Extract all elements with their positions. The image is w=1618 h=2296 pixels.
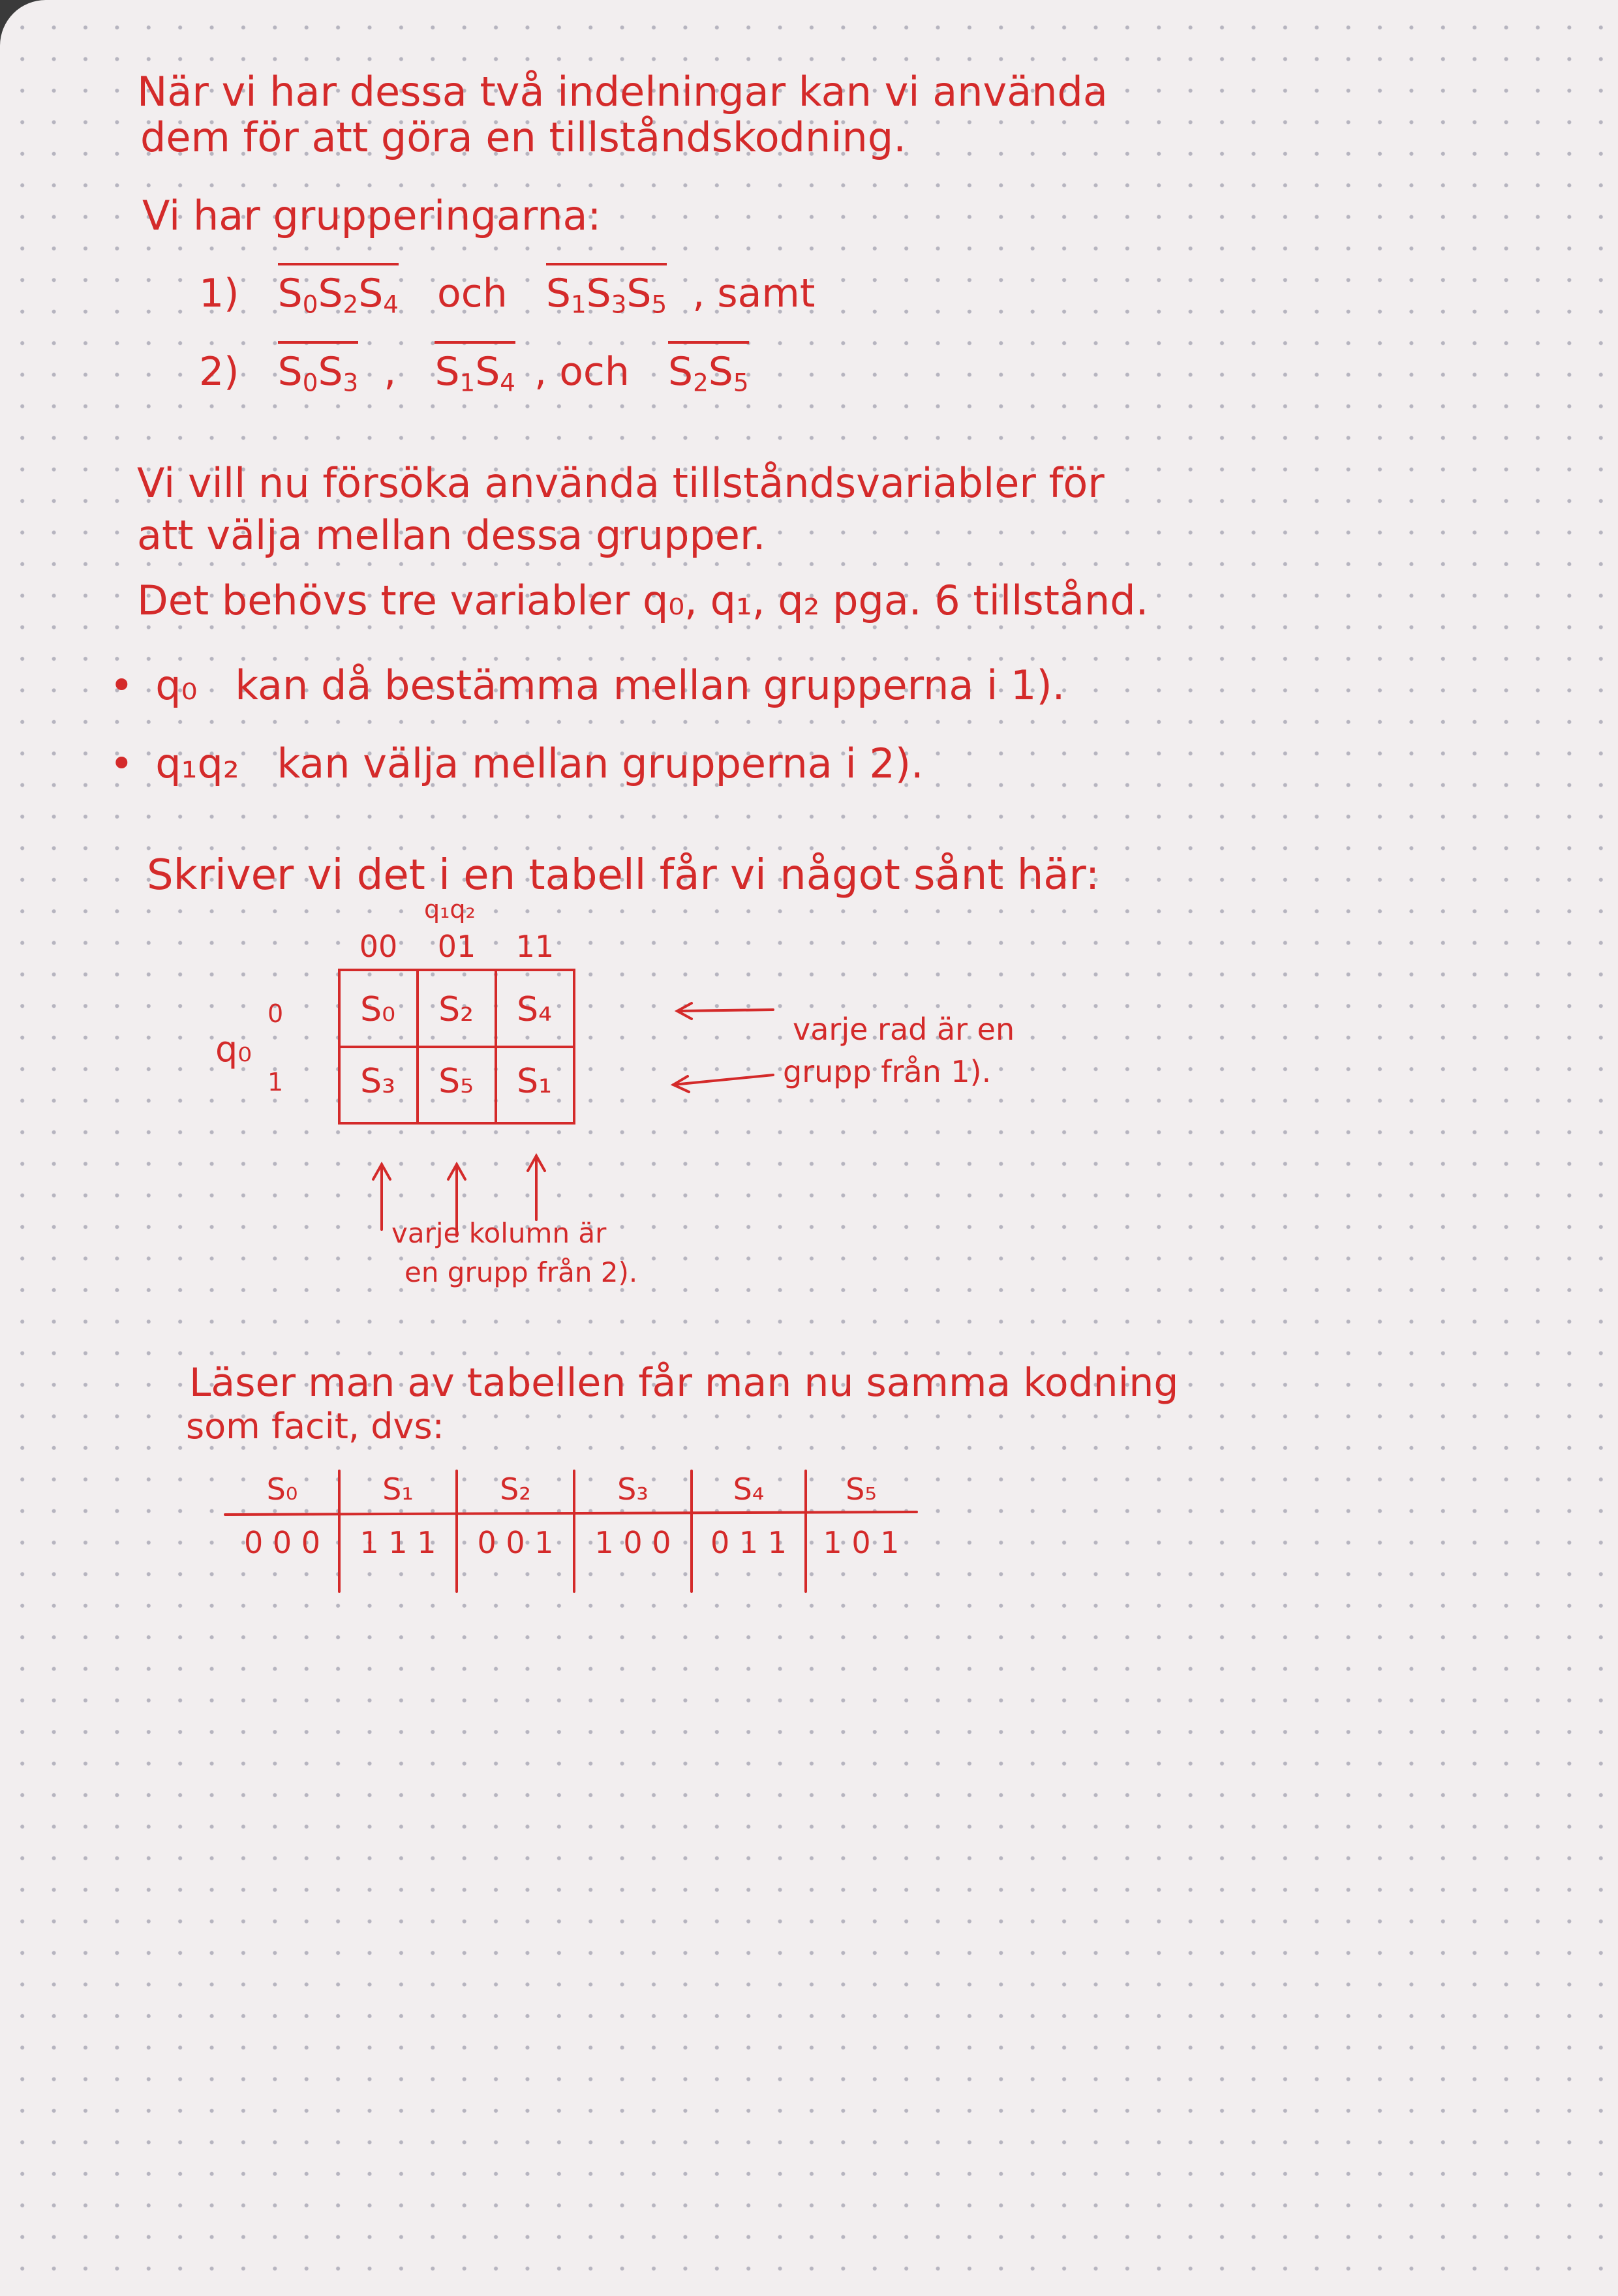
kmap-rows-note-1: varje rad är en: [793, 1012, 1015, 1047]
grouping-1-set-a: $S_0S_2S_4$: [278, 263, 399, 316]
grouping-2: 2) $S_0S_3$ , $S_1S_4$ , och $S_2S_5$: [199, 352, 749, 395]
encoding-state: S₁: [382, 1472, 414, 1507]
grouping-2-separator: , och: [534, 349, 630, 395]
kmap-col-header: 00: [359, 929, 398, 964]
plan-line-2: att välja mellan dessa grupper.: [137, 511, 766, 559]
kmap-cell: S₁: [517, 1062, 552, 1101]
encoding-code: 1 0 0: [594, 1525, 671, 1560]
kmap-row-variable: q₀: [215, 1029, 252, 1070]
encoding-state: S₂: [500, 1472, 531, 1507]
grouping-1-set-b: $S_1S_3S_5$: [546, 263, 667, 316]
encoding-code: 1 0 1: [823, 1525, 900, 1560]
kmap-cols-note-2: en grupp från 2).: [404, 1256, 638, 1288]
kmap-col-header: 01: [437, 929, 476, 964]
plan-line-1: Vi vill nu försöka använda tillståndsvariabler för: [137, 459, 1105, 507]
groupings-heading: Vi har grupperingarna:: [142, 192, 602, 239]
kmap-cell: S₃: [360, 1062, 395, 1101]
grouping-2-set-c: $S_2S_5$: [668, 341, 749, 395]
bullet-1-text: kan då bestämma mellan grupperna i 1).: [235, 661, 1065, 709]
kmap-cell: S₂: [438, 990, 474, 1029]
kmap-col-header: 11: [515, 929, 555, 964]
summary-line-1: Läser man av tabellen får man nu samma kodning: [189, 1360, 1179, 1406]
grouping-1-separator: och: [437, 271, 508, 316]
bullet-dot: •: [110, 661, 134, 709]
encoding-state: S₃: [617, 1472, 649, 1507]
kmap-cols-note-1: varje kolumn är: [391, 1217, 607, 1249]
table-intro: Skriver vi det i en tabell får vi något sånt här:: [147, 851, 1100, 899]
kmap-cell: S₀: [360, 990, 395, 1029]
summary-line-2: som facit, dvs:: [186, 1406, 444, 1447]
encoding-code: 0 0 0: [243, 1525, 321, 1560]
bullet-2-variable: q₁q₂: [155, 740, 239, 787]
grouping-2-number: 2): [199, 349, 239, 395]
intro-line-1: När vi har dessa två indelningar kan vi använda: [137, 68, 1108, 115]
bullet-2-text: kan välja mellan grupperna i 2).: [277, 740, 924, 787]
encoding-state: S₀: [266, 1472, 298, 1507]
encoding-state: S₄: [733, 1472, 765, 1507]
encoding-code: 1 1 1: [359, 1525, 436, 1560]
kmap-row-header: 1: [267, 1068, 284, 1096]
kmap-cell: S₅: [438, 1062, 474, 1101]
kmap-rows-note-2: grupp från 1).: [783, 1054, 992, 1089]
intro-line-2: dem för att göra en tillståndskodning.: [140, 113, 906, 161]
kmap-cell: S₄: [517, 990, 552, 1029]
encoding-code: 0 0 1: [477, 1525, 554, 1560]
grouping-1-tail: , samt: [692, 271, 816, 316]
plan-variables: Det behövs tre variabler q₀, q₁, q₂ pga. 6 tillstånd.: [137, 577, 1149, 624]
bullet-dot: •: [110, 740, 134, 787]
bullet-1-variable: q₀: [155, 661, 198, 709]
encoding-header-rule: [225, 1512, 917, 1515]
arrow-row-1: [677, 1010, 773, 1011]
grouping-1-number: 1): [199, 271, 239, 316]
kmap-row-header: 0: [267, 999, 284, 1028]
encoding-code: 0 1 1: [710, 1525, 787, 1560]
grouping-2-set-b: $S_1S_4$: [435, 341, 515, 395]
grouping-2-set-a: $S_0S_3$: [278, 341, 359, 395]
kmap-column-variable: q₁q₂: [424, 895, 476, 924]
encoding-state: S₅: [846, 1472, 877, 1507]
